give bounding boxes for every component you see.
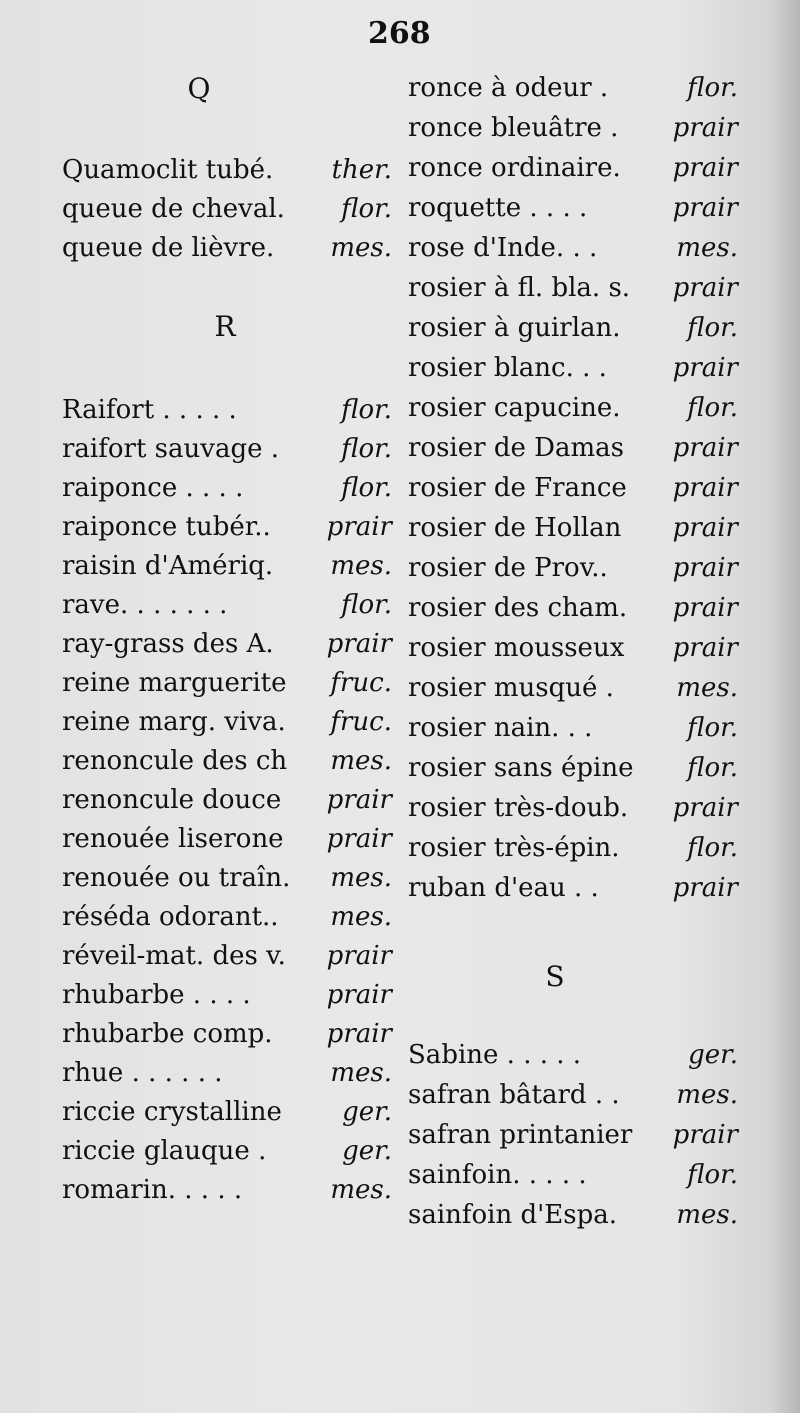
entry-abbreviation: prair [672,153,738,183]
entry-name: rosier capucine. [408,393,621,423]
index-entry [408,793,738,833]
index-entry [408,673,738,713]
entry-name: rosier de Prov.. [408,553,608,583]
index-entry [408,1040,738,1080]
entry-abbreviation: mes. [676,233,738,263]
entry-name: rosier sans épine [408,753,634,783]
entry-name: rosier très-épin. [408,833,620,863]
entry-name: raiponce . . . . [62,473,244,503]
entry-abbreviation: flor. [687,1160,738,1190]
entry-abbreviation: flor. [687,713,738,743]
section-letter-s: S [545,960,565,993]
entry-name: renoncule douce [62,785,282,815]
index-entry [62,1136,392,1176]
entry-abbreviation: mes. [330,233,392,263]
index-entry [62,629,392,669]
entry-abbreviation: prair [672,513,738,543]
index-entry [62,434,392,474]
index-entry [408,1200,738,1240]
entry-abbreviation: prair [672,113,738,143]
entry-name: sainfoin d'Espa. [408,1200,618,1230]
entry-name: riccie crystalline [62,1097,282,1127]
page-edge-shadow [770,0,800,1413]
entry-abbreviation: prair [672,353,738,383]
index-entry [62,512,392,552]
entry-abbreviation: prair [672,1120,738,1150]
index-entry [62,941,392,981]
entry-name: reine marguerite [62,668,287,698]
entry-abbreviation: flor. [687,73,738,103]
entry-abbreviation: flor. [341,473,392,503]
entry-name: rhue . . . . . . [62,1058,223,1088]
entry-abbreviation: mes. [676,1200,738,1230]
entry-abbreviation: prair [672,793,738,823]
entry-name: raisin d'Amériq. [62,551,274,581]
index-entry [408,873,738,913]
entry-abbreviation: prair [326,941,392,971]
entry-abbreviation: mes. [330,1058,392,1088]
entry-abbreviation: prair [672,273,738,303]
entry-name: queue de cheval. [62,194,285,224]
entry-name: Raifort . . . . . [62,395,237,425]
entry-name: reine marg. viva. [62,707,286,737]
entry-abbreviation: fruc. [330,707,392,737]
index-entry [408,553,738,593]
entry-name: safran printanier [408,1120,633,1150]
index-entry [408,1160,738,1200]
entry-name: Sabine . . . . . [408,1040,582,1070]
entry-name: sainfoin. . . . . [408,1160,587,1190]
index-entry [408,353,738,393]
index-entry [408,633,738,673]
entry-name: rosier musqué . [408,673,614,703]
index-entry [408,273,738,313]
index-entry [408,233,738,273]
index-entry [62,1175,392,1215]
page-number: 268 [368,16,431,51]
entry-abbreviation: flor. [341,434,392,464]
entry-name: ronce ordinaire. [408,153,621,183]
entry-name: queue de lièvre. [62,233,275,263]
entry-abbreviation: prair [672,473,738,503]
index-entry [408,393,738,433]
entry-name: roquette . . . . [408,193,588,223]
index-entry [408,473,738,513]
entry-name: rosier des cham. [408,593,628,623]
entry-name: ronce à odeur . [408,73,609,103]
right-column [408,0,738,1413]
entry-abbreviation: mes. [330,863,392,893]
index-entry [62,590,392,630]
left-column [62,0,392,1413]
entry-abbreviation: prair [326,1019,392,1049]
index-entry [408,113,738,153]
index-entry [62,902,392,942]
index-entry [62,473,392,513]
entry-abbreviation: mes. [330,746,392,776]
entry-name: raiponce tubér.. [62,512,271,542]
entry-abbreviation: ger. [688,1040,738,1070]
section-letter-q: Q [187,72,211,105]
entry-name: rhubarbe . . . . [62,980,251,1010]
entry-abbreviation: ther. [331,155,392,185]
entry-name: Quamoclit tubé. [62,155,274,185]
section-letter-r: R [214,310,236,343]
index-entry [408,513,738,553]
entry-name: ray-grass des A. [62,629,274,659]
entry-abbreviation: flor. [687,833,738,863]
index-entry [62,746,392,786]
entry-abbreviation: ger. [342,1136,392,1166]
entry-abbreviation: fruc. [330,668,392,698]
entry-abbreviation: prair [326,824,392,854]
entry-name: ruban d'eau . . [408,873,599,903]
entry-name: renouée ou traîn. [62,863,291,893]
entry-abbreviation: mes. [330,551,392,581]
index-entry [62,233,392,273]
entry-abbreviation: prair [326,980,392,1010]
index-entry [408,593,738,633]
entry-abbreviation: mes. [330,902,392,932]
entry-name: rosier nain. . . [408,713,593,743]
entry-abbreviation: flor. [687,753,738,783]
index-entry [62,785,392,825]
entry-abbreviation: prair [672,593,738,623]
entry-abbreviation: prair [326,512,392,542]
index-entry [408,153,738,193]
index-entry [408,73,738,113]
entry-name: rhubarbe comp. [62,1019,273,1049]
entry-name: renouée liserone [62,824,284,854]
entry-name: riccie glauque . [62,1136,267,1166]
entry-name: romarin. . . . . [62,1175,243,1205]
entry-name: rosier de Damas [408,433,624,463]
index-entry [408,1120,738,1160]
index-entry [62,551,392,591]
index-entry [62,155,392,195]
index-entry [408,713,738,753]
entry-abbreviation: flor. [687,313,738,343]
entry-name: rave. . . . . . . [62,590,228,620]
entry-abbreviation: flor. [341,395,392,425]
index-entry [62,824,392,864]
index-entry [62,1097,392,1137]
entry-name: rosier mousseux [408,633,625,663]
entry-abbreviation: flor. [687,393,738,423]
entry-name: rose d'Inde. . . [408,233,598,263]
index-entry [408,433,738,473]
entry-abbreviation: prair [326,785,392,815]
entry-name: ronce bleuâtre . [408,113,619,143]
entry-name: rosier de Hollan [408,513,622,543]
index-entry [408,313,738,353]
entry-abbreviation: mes. [330,1175,392,1205]
index-entry [62,707,392,747]
entry-abbreviation: flor. [341,590,392,620]
entry-name: renoncule des ch [62,746,288,776]
index-entry [408,1080,738,1120]
index-entry [62,863,392,903]
entry-name: rosier de France [408,473,627,503]
entry-name: rosier à guirlan. [408,313,621,343]
index-entry [62,395,392,435]
entry-name: rosier à fl. bla. s. [408,273,631,303]
entry-abbreviation: mes. [676,673,738,703]
entry-name: safran bâtard . . [408,1080,620,1110]
entry-name: raifort sauvage . [62,434,280,464]
index-entry [62,194,392,234]
entry-abbreviation: mes. [676,1080,738,1110]
entry-abbreviation: prair [672,193,738,223]
entry-abbreviation: prair [672,873,738,903]
entry-name: réveil-mat. des v. [62,941,286,971]
index-entry [62,1058,392,1098]
entry-name: rosier blanc. . . [408,353,607,383]
entry-name: réséda odorant.. [62,902,279,932]
entry-abbreviation: flor. [341,194,392,224]
index-entry [62,980,392,1020]
index-entry [408,193,738,233]
entry-abbreviation: prair [326,629,392,659]
entry-abbreviation: prair [672,553,738,583]
entry-abbreviation: prair [672,633,738,663]
index-entry [408,833,738,873]
entry-name: rosier très-doub. [408,793,629,823]
entry-abbreviation: prair [672,433,738,463]
index-entry [408,753,738,793]
index-entry [62,668,392,708]
entry-abbreviation: ger. [342,1097,392,1127]
index-entry [62,1019,392,1059]
